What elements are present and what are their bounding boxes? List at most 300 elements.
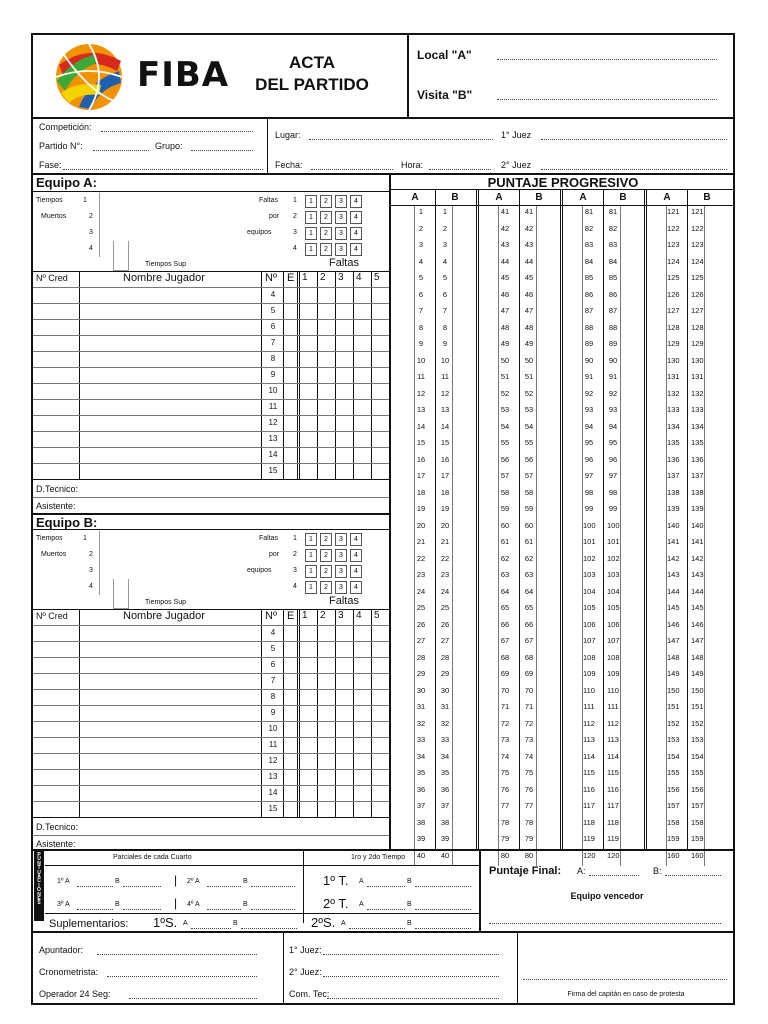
score-b[interactable]: 6 [442, 289, 448, 299]
local-field[interactable] [497, 59, 717, 60]
tiempo-sup-box[interactable] [113, 241, 129, 271]
score-b[interactable]: 43 [524, 240, 534, 249]
score-a[interactable]: 72 [500, 718, 510, 728]
player-row[interactable] [33, 367, 389, 383]
score-a[interactable]: 103 [583, 570, 596, 579]
score-a[interactable]: 119 [583, 834, 595, 843]
score-b[interactable]: 97 [608, 471, 618, 480]
score-b[interactable]: 115 [607, 768, 619, 777]
score-b[interactable]: 21 [440, 537, 450, 546]
score-a[interactable]: 33 [416, 735, 426, 744]
score-b[interactable]: 153 [691, 735, 704, 744]
score-b[interactable]: 141 [691, 537, 704, 546]
score-a[interactable]: 17 [416, 471, 426, 480]
score-b[interactable]: 45 [524, 273, 534, 282]
score-a[interactable]: 47 [500, 306, 510, 315]
score-a[interactable]: 13 [416, 405, 426, 414]
score-b[interactable]: 39 [440, 834, 450, 843]
score-a[interactable]: 91 [584, 372, 594, 381]
score-b[interactable]: 110 [607, 685, 619, 695]
score-b[interactable]: 37 [440, 801, 450, 810]
score-b[interactable]: 53 [524, 405, 534, 414]
q3-b-field[interactable] [123, 909, 161, 910]
score-b[interactable]: 68 [524, 652, 534, 662]
score-b[interactable]: 86 [608, 289, 618, 299]
score-b[interactable]: 74 [524, 751, 534, 761]
score-a[interactable]: 140 [667, 520, 680, 530]
score-b[interactable]: 36 [440, 784, 450, 794]
score-a[interactable]: 143 [667, 570, 680, 579]
score-a[interactable]: 123 [667, 240, 680, 249]
score-b[interactable]: 64 [524, 586, 534, 596]
team-foul-box[interactable]: 1 [305, 227, 317, 240]
score-a[interactable]: 102 [583, 553, 596, 563]
player-row[interactable] [33, 689, 389, 705]
score-b[interactable]: 48 [524, 322, 534, 332]
score-a[interactable]: 89 [584, 339, 594, 348]
score-b[interactable]: 10 [440, 355, 450, 365]
score-a[interactable]: 105 [583, 603, 596, 612]
player-row[interactable] [33, 673, 389, 689]
score-b[interactable]: 55 [524, 438, 534, 447]
player-row[interactable] [33, 463, 389, 479]
score-a[interactable]: 34 [416, 751, 426, 761]
score-a[interactable]: 151 [667, 702, 680, 711]
player-row[interactable] [33, 801, 389, 817]
score-b[interactable]: 71 [524, 702, 534, 711]
team-foul-box[interactable]: 2 [320, 227, 332, 240]
score-a[interactable]: 116 [583, 784, 595, 794]
player-row[interactable] [33, 657, 389, 673]
score-a[interactable]: 14 [416, 421, 426, 431]
score-a[interactable]: 68 [500, 652, 510, 662]
score-a[interactable]: 138 [667, 487, 680, 497]
score-b[interactable]: 2 [442, 223, 448, 233]
score-b[interactable]: 54 [524, 421, 534, 431]
score-b[interactable]: 99 [608, 504, 618, 513]
score-a[interactable]: 57 [500, 471, 510, 480]
score-b[interactable]: 77 [524, 801, 534, 810]
score-a[interactable]: 152 [667, 718, 680, 728]
score-b[interactable]: 145 [691, 603, 704, 612]
q1-b-field[interactable] [123, 886, 161, 887]
partido-field[interactable] [93, 150, 149, 151]
score-a[interactable]: 1 [418, 207, 424, 216]
score-a[interactable]: 100 [583, 520, 596, 530]
score-a[interactable]: 29 [416, 669, 426, 678]
score-b[interactable]: 23 [440, 570, 450, 579]
score-b[interactable]: 160 [691, 850, 704, 860]
score-a[interactable]: 24 [416, 586, 426, 596]
score-b[interactable]: 27 [440, 636, 450, 645]
score-b[interactable]: 19 [440, 504, 450, 513]
score-b[interactable]: 104 [607, 586, 620, 596]
fase-field[interactable] [63, 169, 263, 170]
score-a[interactable]: 66 [500, 619, 510, 629]
score-b[interactable]: 159 [691, 834, 704, 843]
score-b[interactable]: 49 [524, 339, 534, 348]
score-a[interactable]: 39 [416, 834, 426, 843]
player-row[interactable] [33, 737, 389, 753]
score-a[interactable]: 30 [416, 685, 426, 695]
footer-juez1-field[interactable] [323, 954, 499, 955]
score-b[interactable]: 60 [524, 520, 534, 530]
score-b[interactable]: 40 [440, 850, 450, 860]
score-b[interactable]: 28 [440, 652, 450, 662]
score-a[interactable]: 125 [667, 273, 680, 282]
score-a[interactable]: 158 [667, 817, 680, 827]
score-b[interactable]: 14 [440, 421, 450, 431]
score-b[interactable]: 91 [608, 372, 618, 381]
score-a[interactable]: 120 [583, 850, 596, 860]
team-foul-box[interactable]: 1 [305, 533, 317, 546]
score-b[interactable]: 121 [691, 207, 704, 216]
score-b[interactable]: 88 [608, 322, 618, 332]
score-a[interactable]: 37 [416, 801, 426, 810]
footer-juez2-field[interactable] [323, 976, 499, 977]
score-a[interactable]: 63 [500, 570, 510, 579]
t1-b-field[interactable] [415, 886, 471, 887]
score-a[interactable]: 118 [583, 817, 595, 827]
score-b[interactable]: 20 [440, 520, 450, 530]
score-a[interactable]: 3 [418, 240, 424, 249]
score-b[interactable]: 18 [440, 487, 450, 497]
score-b[interactable]: 87 [608, 306, 618, 315]
score-a[interactable]: 84 [584, 256, 594, 266]
score-b[interactable]: 128 [691, 322, 704, 332]
score-b[interactable]: 69 [524, 669, 534, 678]
team-foul-box[interactable]: 3 [335, 211, 347, 224]
score-b[interactable]: 35 [440, 768, 450, 777]
equipo-vencedor-field[interactable] [489, 923, 721, 924]
team-foul-box[interactable]: 4 [350, 227, 362, 240]
score-b[interactable]: 7 [442, 306, 448, 315]
score-a[interactable]: 22 [416, 553, 426, 563]
score-b[interactable]: 75 [524, 768, 534, 777]
score-a[interactable]: 11 [417, 372, 425, 381]
score-a[interactable]: 93 [584, 405, 594, 414]
score-a[interactable]: 18 [416, 487, 426, 497]
score-a[interactable]: 115 [583, 768, 595, 777]
team-foul-box[interactable]: 3 [335, 533, 347, 546]
score-b[interactable]: 57 [524, 471, 534, 480]
score-a[interactable]: 112 [583, 718, 595, 728]
score-b[interactable]: 96 [608, 454, 618, 464]
score-b[interactable]: 72 [524, 718, 534, 728]
score-b[interactable]: 134 [691, 421, 704, 431]
player-row[interactable] [33, 769, 389, 785]
team-foul-box[interactable]: 2 [320, 211, 332, 224]
team-foul-box[interactable]: 1 [305, 549, 317, 562]
score-a[interactable]: 61 [500, 537, 510, 546]
score-b[interactable]: 67 [524, 636, 534, 645]
score-b[interactable]: 152 [691, 718, 704, 728]
score-b[interactable]: 52 [524, 388, 534, 398]
score-b[interactable]: 83 [608, 240, 618, 249]
score-a[interactable]: 43 [500, 240, 510, 249]
score-a[interactable]: 7 [418, 306, 424, 315]
score-a[interactable]: 132 [667, 388, 680, 398]
score-b[interactable]: 100 [607, 520, 620, 530]
score-a[interactable]: 141 [667, 537, 680, 546]
score-b[interactable]: 42 [524, 223, 534, 233]
score-b[interactable]: 131 [691, 372, 704, 381]
score-b[interactable]: 25 [440, 603, 450, 612]
score-a[interactable]: 87 [584, 306, 594, 315]
score-a[interactable]: 62 [500, 553, 510, 563]
player-row[interactable] [33, 415, 389, 431]
score-a[interactable]: 113 [583, 735, 595, 744]
juez2-field[interactable] [541, 169, 727, 170]
score-a[interactable]: 67 [500, 636, 510, 645]
tiempo-box[interactable] [99, 209, 113, 225]
score-a[interactable]: 139 [667, 504, 680, 513]
score-b[interactable]: 65 [524, 603, 534, 612]
score-a[interactable]: 92 [584, 388, 594, 398]
score-b[interactable]: 85 [608, 273, 618, 282]
score-a[interactable]: 16 [416, 454, 426, 464]
t2-b-field[interactable] [415, 909, 471, 910]
score-b[interactable]: 138 [691, 487, 704, 497]
player-row[interactable] [33, 351, 389, 367]
visita-field[interactable] [497, 99, 717, 100]
score-a[interactable]: 75 [500, 768, 510, 777]
team-foul-box[interactable]: 2 [320, 195, 332, 208]
team-foul-box[interactable]: 4 [350, 211, 362, 224]
tiempo-box[interactable] [99, 241, 113, 257]
s1-a-field[interactable] [191, 928, 231, 929]
player-row[interactable] [33, 625, 389, 641]
t1-a-field[interactable] [367, 886, 405, 887]
score-b[interactable]: 158 [691, 817, 704, 827]
score-b[interactable]: 41 [524, 207, 534, 216]
com-tec-field[interactable] [327, 998, 499, 999]
score-b[interactable]: 33 [440, 735, 450, 744]
score-a[interactable]: 110 [583, 685, 595, 695]
score-a[interactable]: 85 [584, 273, 594, 282]
score-a[interactable]: 124 [667, 256, 680, 266]
score-b[interactable]: 8 [442, 322, 448, 332]
score-b[interactable]: 136 [691, 454, 704, 464]
score-a[interactable]: 52 [500, 388, 510, 398]
score-a[interactable]: 20 [416, 520, 426, 530]
score-b[interactable]: 50 [524, 355, 534, 365]
score-b[interactable]: 66 [524, 619, 534, 629]
score-a[interactable]: 64 [500, 586, 510, 596]
team-foul-box[interactable]: 3 [335, 243, 347, 256]
score-a[interactable]: 157 [667, 801, 680, 810]
score-b[interactable]: 150 [691, 685, 704, 695]
score-a[interactable]: 32 [416, 718, 426, 728]
score-b[interactable]: 30 [440, 685, 450, 695]
score-b[interactable]: 123 [691, 240, 704, 249]
score-a[interactable]: 96 [584, 454, 594, 464]
score-b[interactable]: 31 [440, 702, 450, 711]
tiempo-box[interactable] [99, 547, 113, 563]
score-b[interactable]: 132 [691, 388, 704, 398]
score-a[interactable]: 148 [667, 652, 680, 662]
score-a[interactable]: 4 [418, 256, 424, 266]
score-a[interactable]: 74 [500, 751, 510, 761]
score-b[interactable]: 142 [691, 553, 704, 563]
score-b[interactable]: 12 [440, 388, 450, 398]
team-foul-box[interactable]: 4 [350, 565, 362, 578]
score-a[interactable]: 136 [667, 454, 680, 464]
score-a[interactable]: 142 [667, 553, 680, 563]
score-a[interactable]: 60 [500, 520, 510, 530]
score-a[interactable]: 80 [500, 850, 510, 860]
score-a[interactable]: 48 [500, 322, 510, 332]
score-a[interactable]: 149 [667, 669, 680, 678]
team-foul-box[interactable]: 2 [320, 533, 332, 546]
score-a[interactable]: 50 [500, 355, 510, 365]
score-a[interactable]: 31 [416, 702, 426, 711]
tiempo-box[interactable] [99, 579, 113, 595]
score-a[interactable]: 108 [583, 652, 596, 662]
score-b[interactable]: 151 [691, 702, 704, 711]
score-a[interactable]: 134 [667, 421, 680, 431]
score-a[interactable]: 109 [583, 669, 596, 678]
score-b[interactable]: 140 [691, 520, 704, 530]
score-a[interactable]: 81 [584, 207, 594, 216]
score-a[interactable]: 65 [500, 603, 510, 612]
score-a[interactable]: 26 [416, 619, 426, 629]
score-a[interactable]: 114 [583, 751, 595, 761]
score-b[interactable]: 44 [524, 256, 534, 266]
q4-b-field[interactable] [251, 909, 295, 910]
score-b[interactable]: 139 [691, 504, 704, 513]
score-b[interactable]: 149 [691, 669, 704, 678]
player-row[interactable] [33, 399, 389, 415]
score-b[interactable]: 148 [691, 652, 704, 662]
score-b[interactable]: 117 [607, 801, 619, 810]
score-b[interactable]: 46 [524, 289, 534, 299]
team-foul-box[interactable]: 1 [305, 211, 317, 224]
q3-a-field[interactable] [77, 909, 113, 910]
score-a[interactable]: 156 [667, 784, 680, 794]
team-foul-box[interactable]: 3 [335, 581, 347, 594]
score-b[interactable]: 135 [691, 438, 704, 447]
score-a[interactable]: 153 [667, 735, 680, 744]
score-a[interactable]: 94 [584, 421, 594, 431]
score-b[interactable]: 112 [607, 718, 619, 728]
score-b[interactable]: 106 [607, 619, 620, 629]
tiempo-box[interactable] [99, 225, 113, 241]
score-a[interactable]: 40 [416, 850, 426, 860]
score-a[interactable]: 154 [667, 751, 680, 761]
score-b[interactable]: 90 [608, 355, 618, 365]
score-b[interactable]: 143 [691, 570, 704, 579]
score-b[interactable]: 34 [440, 751, 450, 761]
score-a[interactable]: 15 [416, 438, 426, 447]
score-b[interactable]: 154 [691, 751, 704, 761]
q4-a-field[interactable] [207, 909, 241, 910]
score-b[interactable]: 24 [440, 586, 450, 596]
score-a[interactable]: 130 [667, 355, 680, 365]
score-a[interactable]: 145 [667, 603, 680, 612]
score-a[interactable]: 25 [416, 603, 426, 612]
score-a[interactable]: 71 [500, 702, 510, 711]
player-row[interactable] [33, 721, 389, 737]
team-foul-box[interactable]: 3 [335, 195, 347, 208]
q1-a-field[interactable] [77, 886, 113, 887]
score-b[interactable]: 133 [691, 405, 704, 414]
score-a[interactable]: 45 [500, 273, 510, 282]
score-a[interactable]: 35 [416, 768, 426, 777]
cronometrista-field[interactable] [107, 976, 257, 977]
score-a[interactable]: 155 [667, 768, 680, 777]
score-a[interactable]: 58 [500, 487, 510, 497]
score-b[interactable]: 95 [608, 438, 618, 447]
score-a[interactable]: 77 [500, 801, 510, 810]
score-b[interactable]: 129 [691, 339, 704, 348]
score-b[interactable]: 108 [607, 652, 620, 662]
score-b[interactable]: 130 [691, 355, 704, 365]
player-row[interactable] [33, 431, 389, 447]
score-b[interactable]: 58 [524, 487, 534, 497]
score-b[interactable]: 9 [442, 339, 448, 348]
score-a[interactable]: 97 [584, 471, 594, 480]
team-foul-box[interactable]: 1 [305, 565, 317, 578]
score-a[interactable]: 117 [583, 801, 595, 810]
score-b[interactable]: 59 [524, 504, 534, 513]
score-a[interactable]: 46 [500, 289, 510, 299]
score-b[interactable]: 101 [607, 537, 620, 546]
score-b[interactable]: 62 [524, 553, 534, 563]
score-a[interactable]: 135 [667, 438, 680, 447]
score-b[interactable]: 56 [524, 454, 534, 464]
score-b[interactable]: 38 [440, 817, 450, 827]
score-a[interactable]: 54 [500, 421, 510, 431]
score-a[interactable]: 51 [500, 372, 510, 381]
score-a[interactable]: 69 [500, 669, 510, 678]
score-a[interactable]: 98 [584, 487, 594, 497]
score-a[interactable]: 53 [500, 405, 510, 414]
team-foul-box[interactable]: 2 [320, 581, 332, 594]
score-b[interactable]: 93 [608, 405, 618, 414]
score-b[interactable]: 105 [607, 603, 620, 612]
score-a[interactable]: 19 [416, 504, 426, 513]
score-a[interactable]: 36 [416, 784, 426, 794]
hora-field[interactable] [429, 169, 491, 170]
score-b[interactable]: 116 [607, 784, 619, 794]
score-a[interactable]: 41 [500, 207, 510, 216]
pf-a-field[interactable] [589, 875, 639, 876]
score-b[interactable]: 11 [441, 372, 449, 381]
tiempo-box[interactable] [99, 563, 113, 579]
score-b[interactable]: 76 [524, 784, 534, 794]
score-b[interactable]: 146 [691, 619, 704, 629]
team-foul-box[interactable]: 1 [305, 243, 317, 256]
score-b[interactable]: 103 [607, 570, 620, 579]
score-b[interactable]: 111 [607, 702, 619, 711]
score-a[interactable]: 55 [500, 438, 510, 447]
pf-b-field[interactable] [665, 875, 721, 876]
score-b[interactable]: 102 [607, 553, 620, 563]
score-a[interactable]: 131 [667, 372, 680, 381]
team-foul-box[interactable]: 3 [335, 227, 347, 240]
score-a[interactable]: 129 [667, 339, 680, 348]
score-b[interactable]: 80 [524, 850, 534, 860]
score-b[interactable]: 3 [442, 240, 448, 249]
score-a[interactable]: 146 [667, 619, 680, 629]
grupo-field[interactable] [191, 150, 253, 151]
player-row[interactable] [33, 447, 389, 463]
player-row[interactable] [33, 641, 389, 657]
tiempo-box[interactable] [99, 193, 113, 209]
player-row[interactable] [33, 753, 389, 769]
player-row[interactable] [33, 303, 389, 319]
